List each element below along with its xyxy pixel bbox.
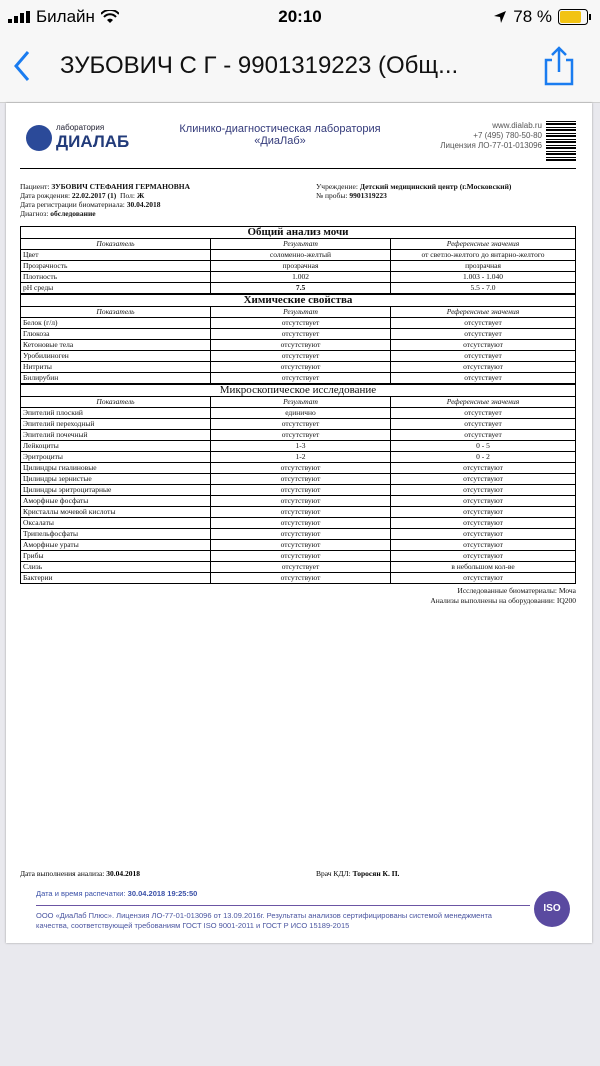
table-row [21, 318, 576, 329]
print-value: 30.04.2018 19:25:50 [127, 889, 198, 898]
table-row [21, 283, 576, 294]
result-cell: соломенно-желтый [211, 250, 391, 261]
iso-badge-icon: ISO [534, 891, 570, 927]
reference-cell: отсутствуют [391, 518, 576, 529]
table-row [21, 496, 576, 507]
reference-cell: отсутствуют [391, 362, 576, 373]
doctor-label: Врач КДЛ: [316, 869, 351, 878]
inst-label: Учреждение: [316, 182, 358, 191]
column-header: Результат [211, 239, 391, 250]
carrier: Билайн [36, 7, 95, 26]
table-header-row [21, 397, 576, 408]
result-cell: 1.002 [211, 272, 391, 283]
lab-license: Лицензия ЛО-77-01-013096 [440, 141, 542, 150]
table-row [21, 507, 576, 518]
reference-cell: отсутствуют [391, 573, 576, 584]
reference-cell: отсутствует [391, 408, 576, 419]
print-label: Дата и время распечатки: [36, 889, 126, 898]
result-cell: отсутствует [211, 318, 391, 329]
reg-value: 30.04.2018 [126, 200, 161, 209]
parameter-cell: Глюкоза [21, 329, 211, 340]
result-cell: отсутствует [211, 373, 391, 384]
reference-cell: отсутствуют [391, 507, 576, 518]
parameter-cell: Бактерии [21, 573, 211, 584]
table-row [21, 419, 576, 430]
parameter-cell: Билирубин [21, 373, 211, 384]
table-row [21, 408, 576, 419]
parameter-cell: Оксалаты [21, 518, 211, 529]
logo-icon [26, 125, 52, 151]
diag-value: обследование [50, 209, 96, 218]
result-cell: отсутствуют [211, 463, 391, 474]
result-cell: отсутствует [211, 430, 391, 441]
parameter-cell: Грибы [21, 551, 211, 562]
equipment-note: Анализы выполнены на оборудовании: IQ200 [430, 596, 576, 605]
lab-name-line2: «ДиаЛаб» [254, 135, 306, 147]
reference-cell: прозрачная [391, 261, 576, 272]
result-cell: отсутствуют [211, 507, 391, 518]
table-row [21, 562, 576, 573]
parameter-cell: pH среды [21, 283, 211, 294]
table-header-row [21, 239, 576, 250]
result-cell: отсутствуют [211, 496, 391, 507]
back-chevron-icon[interactable] [10, 48, 34, 84]
table-row [21, 540, 576, 551]
table-row [21, 529, 576, 540]
lab-name [170, 123, 390, 147]
done-date-label: Дата выполнения анализа: [20, 869, 105, 878]
patient-name-label: Пациент: [20, 182, 50, 191]
parameter-cell: Эпителий переходный [21, 419, 211, 430]
sample-label: № пробы: [316, 191, 348, 200]
column-header: Результат [211, 307, 391, 318]
section-title: Микроскопическое исследование [20, 384, 576, 396]
parameter-cell: Лейкоциты [21, 441, 211, 452]
lab-site: www.dialab.ru [492, 121, 542, 130]
result-cell: отсутствует [211, 351, 391, 362]
reference-cell: отсутствуют [391, 496, 576, 507]
result-cell: отсутствует [211, 562, 391, 573]
table-row [21, 250, 576, 261]
diag-label: Диагноз: [20, 209, 49, 218]
reference-cell: отсутствует [391, 351, 576, 362]
report-footer [20, 889, 576, 930]
done-date: 30.04.2018 [106, 869, 140, 878]
reg-label: Дата регистрации биоматериала: [20, 200, 125, 209]
parameter-cell: Плотность [21, 272, 211, 283]
reference-cell: от светло-желтого до янтарно-желтого [391, 250, 576, 261]
reference-cell: отсутствует [391, 318, 576, 329]
battery-icon [558, 9, 592, 25]
results-table [20, 396, 576, 584]
parameter-cell: Аморфные фосфаты [21, 496, 211, 507]
reference-cell: отсутствуют [391, 551, 576, 562]
table-row [21, 573, 576, 584]
reference-cell: отсутствует [391, 329, 576, 340]
result-cell: отсутствуют [211, 540, 391, 551]
parameter-cell: Эритроциты [21, 452, 211, 463]
parameter-cell: Кетоновые тела [21, 340, 211, 351]
parameter-cell: Цвет [21, 250, 211, 261]
report-header [20, 113, 576, 169]
reference-cell: отсутствуют [391, 474, 576, 485]
parameter-cell: Белок (г/л) [21, 318, 211, 329]
result-cell: единично [211, 408, 391, 419]
patient-name: ЗУБОВИЧ СТЕФАНИЯ ГЕРМАНОВНА [51, 182, 190, 191]
result-cell: 7.5 [211, 283, 391, 294]
result-cell: отсутствует [211, 419, 391, 430]
biomaterial-note: Исследованные биоматериалы: Моча [457, 586, 576, 595]
section-title: Общий анализ мочи [20, 226, 576, 238]
reference-cell: отсутствуют [391, 540, 576, 551]
reference-cell: в небольшом кол-ве [391, 562, 576, 573]
result-cell: отсутствуют [211, 573, 391, 584]
result-cell: отсутствуют [211, 485, 391, 496]
table-row [21, 373, 576, 384]
result-cell: отсутствуют [211, 362, 391, 373]
location-arrow-icon [493, 10, 507, 24]
parameter-cell: Прозрачность [21, 261, 211, 272]
dialab-logo [26, 123, 129, 152]
footer-license: ООО «ДиаЛаб Плюс». Лицензия ЛО-77-01-013096 от 13.09.2016г. Результаты анализов сертифицированы системой менеджмента качества, соответствующей требованиям ГОСТ ISO 9001-2011 и ГОСТ Р ИСО 15189-2015 [36, 911, 492, 930]
status-bar [0, 0, 600, 34]
inst-value: Детский медицинский центр (г.Московский) [359, 182, 512, 191]
logo-big-text: ДИАЛАБ [56, 132, 130, 151]
table-row [21, 351, 576, 362]
table-row [21, 430, 576, 441]
lab-phone: +7 (495) 780-50-80 [473, 131, 542, 140]
parameter-cell: Нитриты [21, 362, 211, 373]
result-cell: 1-2 [211, 452, 391, 463]
results-sections [20, 226, 576, 584]
table-row [21, 261, 576, 272]
report-notes [20, 586, 576, 606]
table-row [21, 463, 576, 474]
table-row [21, 518, 576, 529]
reference-cell: отсутствуют [391, 463, 576, 474]
patient-info [20, 182, 576, 226]
results-table [20, 238, 576, 294]
column-header: Референсные значения [391, 397, 576, 408]
result-cell: отсутствуют [211, 340, 391, 351]
parameter-cell: Аморфные ураты [21, 540, 211, 551]
table-row [21, 485, 576, 496]
lab-report [20, 113, 576, 606]
result-cell: прозрачная [211, 261, 391, 272]
doctor-name: Торосян К. П. [352, 869, 400, 878]
barcode [546, 121, 576, 161]
column-header: Показатель [21, 307, 211, 318]
result-cell: 1-3 [211, 441, 391, 452]
lab-contacts [440, 121, 542, 151]
print-timestamp [20, 889, 576, 898]
result-cell: отсутствуют [211, 474, 391, 485]
sex-label: Пол: [120, 191, 135, 200]
logo-small-text: лаборатория [56, 123, 105, 132]
parameter-cell: Эпителий плоский [21, 408, 211, 419]
column-header: Показатель [21, 397, 211, 408]
table-row [21, 329, 576, 340]
footer-divider [36, 905, 530, 906]
reference-cell: отсутствуют [391, 340, 576, 351]
document-page [6, 103, 592, 943]
status-time: 20:10 [278, 7, 322, 26]
table-row [21, 362, 576, 373]
table-row [21, 474, 576, 485]
table-row [21, 340, 576, 351]
result-cell: отсутствует [211, 329, 391, 340]
reference-cell: 1.003 - 1.040 [391, 272, 576, 283]
battery-percent: 78 % [513, 7, 552, 26]
navigation-bar [0, 34, 600, 103]
result-cell: отсутствуют [211, 529, 391, 540]
table-header-row [21, 307, 576, 318]
column-header: Референсные значения [391, 307, 576, 318]
reference-cell: отсутствуют [391, 529, 576, 540]
column-header: Показатель [21, 239, 211, 250]
reference-cell: 5.5 - 7.0 [391, 283, 576, 294]
result-cell: отсутствуют [211, 518, 391, 529]
table-row [21, 452, 576, 463]
parameter-cell: Эпителий почечный [21, 430, 211, 441]
dob-label: Дата рождения: [20, 191, 71, 200]
sample-value: 9901319223 [349, 191, 387, 200]
sex-value: Ж [136, 191, 145, 200]
document-title: ЗУБОВИЧ С Г - 9901319223 (Общ... [60, 52, 459, 79]
reference-cell: отсутствует [391, 430, 576, 441]
reference-cell: отсутствуют [391, 485, 576, 496]
lab-name-line1: Клинико-диагностическая лаборатория [179, 123, 381, 135]
parameter-cell: Слизь [21, 562, 211, 573]
status-right [493, 7, 592, 27]
reference-cell: отсутствует [391, 373, 576, 384]
column-header: Референсные значения [391, 239, 576, 250]
reference-cell: 0 - 5 [391, 441, 576, 452]
reference-cell: 0 - 2 [391, 452, 576, 463]
section-title: Химические свойства [20, 294, 576, 306]
results-table [20, 306, 576, 384]
table-row [21, 272, 576, 283]
parameter-cell: Уробилиноген [21, 351, 211, 362]
parameter-cell: Трипельфосфаты [21, 529, 211, 540]
table-row [21, 551, 576, 562]
parameter-cell: Цилиндры зернистые [21, 474, 211, 485]
parameter-cell: Цилиндры эритроцитарные [21, 485, 211, 496]
share-icon[interactable] [542, 46, 576, 86]
column-header: Результат [211, 397, 391, 408]
table-row [21, 441, 576, 452]
dob-value: 22.02.2017 (1) [71, 191, 117, 200]
result-cell: отсутствуют [211, 551, 391, 562]
parameter-cell: Цилиндры гиалиновые [21, 463, 211, 474]
reference-cell: отсутствует [391, 419, 576, 430]
parameter-cell: Кристаллы мочевой кислоты [21, 507, 211, 518]
